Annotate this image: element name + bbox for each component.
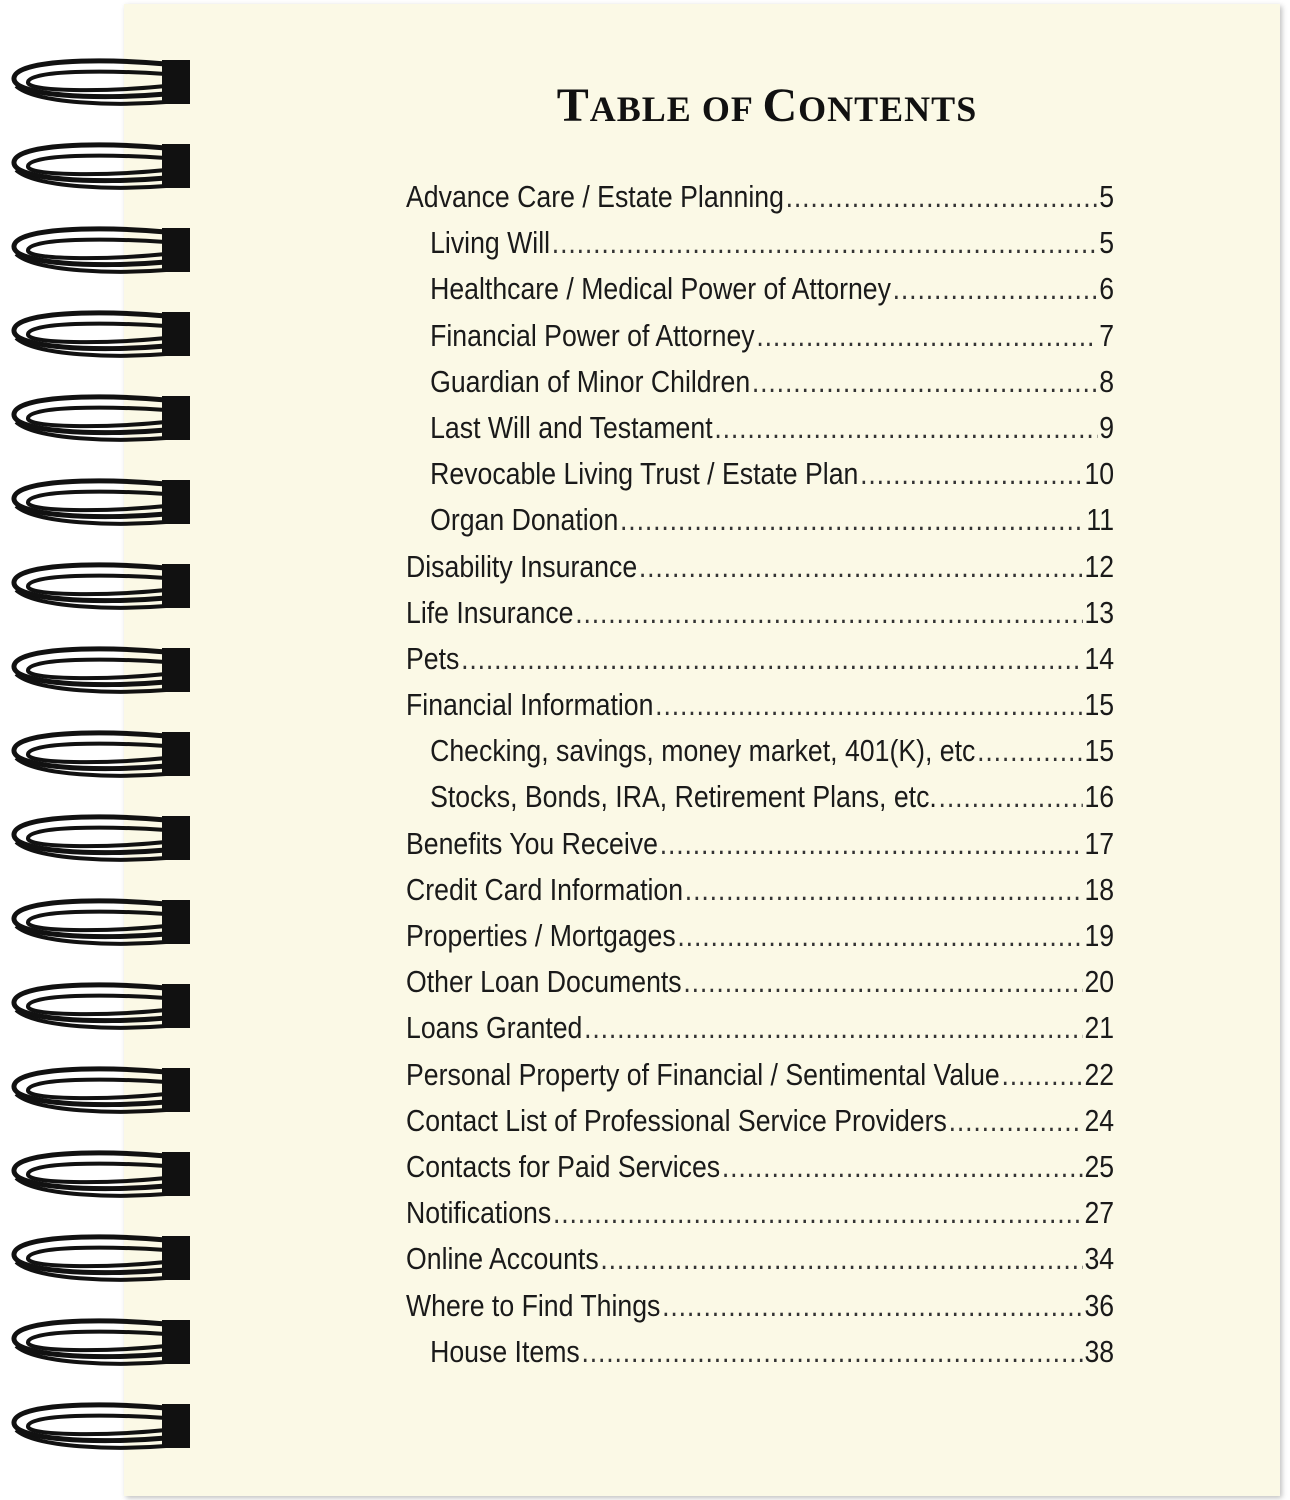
toc-entry — [406, 359, 1114, 405]
toc-entry — [406, 1098, 1114, 1144]
toc-entry-label: Loans Granted — [406, 1010, 583, 1046]
dot-leader — [683, 959, 1082, 1005]
toc-entry-label: Personal Property of Financial / Sentimental Value — [406, 1056, 1000, 1092]
spiral-binding — [0, 0, 200, 1500]
spiral-coil-icon — [6, 1148, 190, 1202]
dot-leader — [660, 821, 1083, 867]
spiral-coil-icon — [6, 1400, 190, 1454]
toc-entry — [406, 313, 1114, 359]
toc-entry-page: 5 — [1099, 225, 1115, 261]
dot-leader — [600, 1236, 1082, 1282]
toc-entry — [406, 1005, 1114, 1051]
toc-entry-page: 14 — [1084, 640, 1115, 676]
dot-leader — [722, 1144, 1083, 1190]
toc-entry — [406, 867, 1114, 913]
toc-entry-page: 15 — [1084, 733, 1115, 769]
toc-entry-page: 18 — [1084, 871, 1115, 907]
toc-entry-label: Financial Power of Attorney — [430, 317, 755, 353]
page-title — [124, 78, 1280, 133]
toc-entry-page: 15 — [1084, 687, 1115, 723]
toc-entry-page: 17 — [1084, 825, 1115, 861]
toc-entry-label: Credit Card Information — [406, 871, 684, 907]
toc-entry-label: Contact List of Professional Service Providers — [406, 1102, 947, 1138]
dot-leader — [575, 590, 1083, 636]
toc-entry-page: 34 — [1084, 1241, 1115, 1277]
toc-entry-label: Pets — [406, 640, 460, 676]
toc-entry — [406, 544, 1114, 590]
toc-entry-page: 20 — [1084, 964, 1115, 1000]
dot-leader — [756, 313, 1097, 359]
toc-entry-page: 9 — [1099, 409, 1115, 445]
dot-leader — [677, 913, 1082, 959]
toc-entry — [406, 728, 1114, 774]
spiral-coil-icon — [6, 896, 190, 950]
toc-entry-page: 5 — [1099, 179, 1115, 214]
toc-entry-page: 12 — [1084, 548, 1115, 584]
toc-entry-label: Life Insurance — [406, 594, 574, 630]
spiral-coil-icon — [6, 224, 190, 278]
toc-entry-page: 24 — [1084, 1102, 1115, 1138]
toc-entry-page: 16 — [1084, 779, 1115, 815]
toc-entry-label: Contacts for Paid Services — [406, 1148, 721, 1184]
dot-leader — [581, 1329, 1082, 1375]
dot-leader — [714, 405, 1097, 451]
toc-entry — [406, 1144, 1114, 1190]
spiral-coil-icon — [6, 1316, 190, 1370]
toc-entry — [406, 1190, 1114, 1236]
toc-entry-page: 19 — [1084, 918, 1115, 953]
toc-entry-page: 21 — [1084, 1010, 1115, 1046]
title-part-2: ONTENTS — [798, 89, 978, 129]
toc-entry — [406, 636, 1114, 682]
title-part-1: ABLE OF — [589, 89, 763, 129]
toc-entry — [406, 220, 1114, 266]
toc-entry — [406, 1052, 1114, 1098]
toc-entry-label: Notifications — [406, 1195, 552, 1231]
toc-entry-label: Revocable Living Trust / Estate Plan — [430, 456, 859, 492]
dot-leader — [552, 220, 1098, 266]
toc-entry-label: Financial Information — [406, 687, 654, 723]
spiral-coil-icon — [6, 980, 190, 1034]
toc-entry-page: 22 — [1084, 1056, 1115, 1092]
spiral-coil-icon — [6, 644, 190, 698]
dot-leader — [655, 682, 1083, 728]
toc-entry-page: 13 — [1084, 594, 1115, 630]
toc-entry-page: 11 — [1086, 502, 1115, 538]
dot-leader — [893, 266, 1098, 312]
dot-leader — [461, 636, 1083, 682]
spiral-coil-icon — [6, 140, 190, 194]
toc-entry — [406, 497, 1114, 543]
title-initial-1: T — [556, 79, 590, 132]
spiral-coil-icon — [6, 392, 190, 446]
dot-leader — [1001, 1052, 1082, 1098]
toc-entry-label: Where to Find Things — [406, 1287, 661, 1323]
dot-leader — [662, 1283, 1083, 1329]
dot-leader — [685, 867, 1083, 913]
toc-entry — [406, 682, 1114, 728]
toc-entry — [406, 1236, 1114, 1282]
toc-entry — [406, 774, 1114, 820]
toc-entry-label: Last Will and Testament — [430, 409, 713, 445]
spiral-coil-icon — [6, 560, 190, 614]
toc-entry-label: Advance Care / Estate Planning — [406, 179, 784, 214]
dot-leader — [752, 359, 1098, 405]
toc-entry — [406, 913, 1114, 959]
toc-entry — [406, 266, 1114, 312]
dot-leader — [584, 1005, 1083, 1051]
toc-entry-label: Stocks, Bonds, IRA, Retirement Plans, etc. — [430, 779, 937, 815]
toc-entry-label: Guardian of Minor Children — [430, 363, 751, 399]
table-of-contents — [406, 174, 1114, 1375]
toc-entry-page: 7 — [1099, 317, 1115, 353]
toc-entry-page: 36 — [1084, 1287, 1115, 1323]
dot-leader — [639, 544, 1083, 590]
spiral-coil-icon — [6, 812, 190, 866]
toc-entry — [406, 821, 1114, 867]
dot-leader — [949, 1098, 1083, 1144]
toc-entry-label: Benefits You Receive — [406, 825, 658, 861]
dot-leader — [977, 728, 1083, 774]
toc-entry — [406, 451, 1114, 497]
spiral-coil-icon — [6, 1064, 190, 1118]
toc-entry-label: Other Loan Documents — [406, 964, 682, 1000]
dot-leader — [620, 497, 1085, 543]
spiral-coil-icon — [6, 308, 190, 362]
toc-entry — [406, 1283, 1114, 1329]
toc-entry-page: 38 — [1084, 1333, 1115, 1369]
toc-entry — [406, 959, 1114, 1005]
spiral-coil-icon — [6, 1232, 190, 1286]
toc-entry-label: Living Will — [430, 225, 551, 261]
spiral-coil-icon — [6, 728, 190, 782]
toc-entry — [406, 1329, 1114, 1375]
toc-entry — [406, 405, 1114, 451]
toc-entry-label: Disability Insurance — [406, 548, 638, 584]
dot-leader — [786, 174, 1098, 220]
toc-entry — [406, 590, 1114, 636]
toc-entry-label: Online Accounts — [406, 1241, 599, 1277]
toc-entry-page: 8 — [1099, 363, 1115, 399]
toc-entry — [406, 174, 1114, 220]
toc-entry-label: Checking, savings, money market, 401(K), etc — [430, 733, 976, 769]
dot-leader — [553, 1190, 1083, 1236]
toc-entry-page: 25 — [1084, 1148, 1115, 1184]
title-initial-2: C — [762, 79, 799, 132]
toc-entry-page: 27 — [1084, 1195, 1115, 1231]
toc-entry-label: Organ Donation — [430, 502, 619, 538]
toc-entry-label: House Items — [430, 1333, 580, 1369]
spiral-coil-icon — [6, 476, 190, 530]
dot-leader — [860, 451, 1083, 497]
dot-leader — [939, 774, 1083, 820]
toc-entry-page: 6 — [1099, 271, 1115, 307]
toc-entry-label: Properties / Mortgages — [406, 918, 676, 953]
toc-entry-label: Healthcare / Medical Power of Attorney — [430, 271, 891, 307]
toc-entry-page: 10 — [1084, 456, 1115, 492]
